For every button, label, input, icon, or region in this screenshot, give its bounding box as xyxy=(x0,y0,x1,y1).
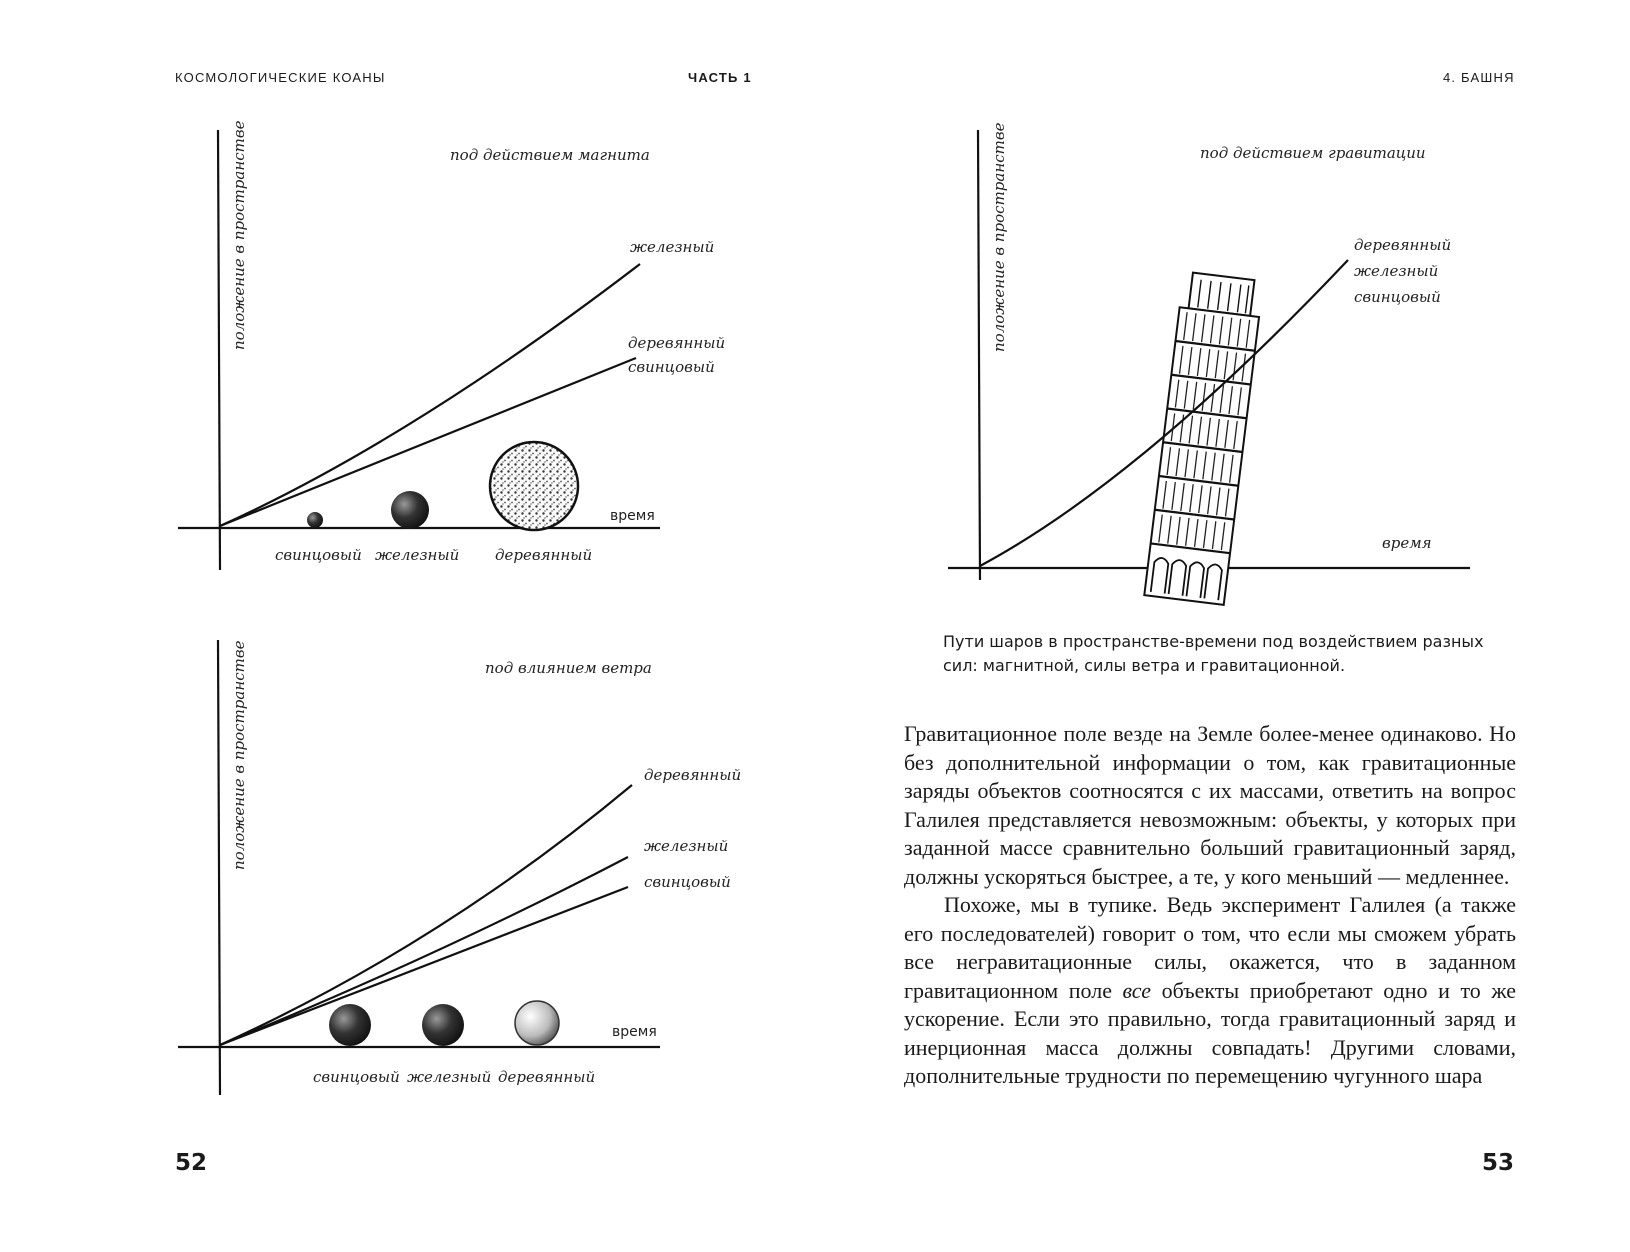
x-axis-label: время xyxy=(612,1024,657,1040)
ball-lead xyxy=(307,512,323,528)
line-wood xyxy=(220,785,632,1045)
body-text xyxy=(904,720,1516,1091)
ball-lead xyxy=(329,1004,371,1046)
y-axis xyxy=(218,130,220,570)
page-number-right: 53 xyxy=(1482,1150,1515,1176)
ball-label-iron: железный xyxy=(375,546,460,564)
running-header-chapter: 4. БАШНЯ xyxy=(1443,70,1515,85)
line-label-wood: деревянный xyxy=(644,766,742,784)
ball-label-iron: железный xyxy=(407,1068,492,1086)
line-label-lead: свинцовый xyxy=(644,873,731,891)
chart-title: под влиянием ветра xyxy=(485,659,652,677)
paragraph-2: Похоже, мы в тупике. Ведь эксперимент Галилея (а также его последователей) говорит о том, что если мы сможем убрать все негравитационные силы, окажется, что в заданном гравитационном поле все объекты приобретают одно и то же ускорение. Если это правильно, тогда гравитационный заряд и инерционная масса должны совпадать! Другими словами, дополнительные трудности по перемещению чугунного шара xyxy=(904,892,1516,1088)
running-header-left: КОСМОЛОГИЧЕСКИЕ КОАНЫ xyxy=(175,70,386,85)
ball-label-wood: деревянный xyxy=(498,1068,596,1086)
ball-wood xyxy=(490,442,578,530)
chart-title: под действием гравитации xyxy=(1200,144,1426,162)
page-number-left: 52 xyxy=(175,1150,208,1176)
line-label-wood: деревянный xyxy=(628,334,726,352)
line-label-lead: свинцовый xyxy=(1354,288,1441,306)
chart-wind xyxy=(150,635,742,1115)
line-label-lead: свинцовый xyxy=(628,358,715,376)
ball-wood xyxy=(515,1001,559,1045)
ball-label-wood: деревянный xyxy=(495,546,593,564)
y-axis-label: положение в пространстве xyxy=(230,120,248,350)
y-axis-label: положение в пространстве xyxy=(230,640,248,870)
ball-label-lead: свинцовый xyxy=(313,1068,400,1086)
line-label-iron: железный xyxy=(1354,262,1439,280)
running-header-part: ЧАСТЬ 1 xyxy=(688,70,752,85)
figure-caption: Пути шаров в пространстве-времени под воздействием разных сил: магнитной, силы ветра и гравитационной. xyxy=(943,632,1484,675)
line-label-wood: деревянный xyxy=(1354,236,1452,254)
ball-iron xyxy=(422,1004,464,1046)
emphasis: все xyxy=(1122,977,1152,1003)
y-axis xyxy=(978,130,980,580)
x-axis-label: время xyxy=(610,508,655,524)
chart-gravity xyxy=(930,120,1550,590)
chart-title: под действием магнита xyxy=(450,146,650,164)
line-label-iron: железный xyxy=(644,837,729,855)
paragraph-1: Гравитационное поле везде на Земле более-менее одинаково. Но без дополнительной информации о том, как гравитационные заряды объектов соотносятся с их массами, ответить на вопрос Галилея представляется невозможным: объекты, у которых при заданной массе сравнительно больший гравитационный заряд, должны ускоряться быстрее, а те, у кого меньший — медленнее. xyxy=(904,721,1516,889)
chart-magnet xyxy=(150,120,726,620)
y-axis-label: положение в пространстве xyxy=(990,122,1008,352)
y-axis xyxy=(218,640,220,1095)
x-axis-label: время xyxy=(1382,534,1432,552)
ball-iron xyxy=(391,491,429,529)
line-label-iron: железный xyxy=(630,238,715,256)
ball-label-lead: свинцовый xyxy=(275,546,362,564)
